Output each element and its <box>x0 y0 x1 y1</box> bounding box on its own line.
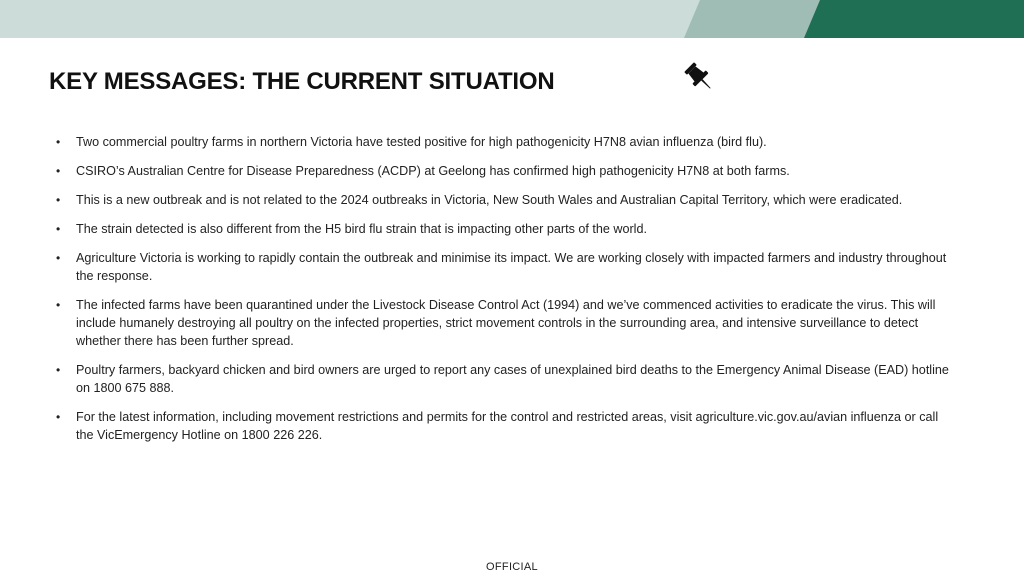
bullet-dot-icon: • <box>56 298 61 312</box>
list-item <box>56 191 956 209</box>
slide-title: KEY MESSAGES: THE CURRENT SITUATION <box>49 68 555 95</box>
bullet-text: For the latest information, including movement restrictions and permits for the control and restricted areas, visit agriculture.vic.gov.au/avian influenza or call the VicEmergency Hotline on 1800 226 226. <box>76 410 939 442</box>
bullet-text: Agriculture Victoria is working to rapidly contain the outbreak and minimise its impact. We are working closely with impacted farmers and industry throughout the response. <box>76 251 947 283</box>
list-item <box>56 220 956 238</box>
bullet-text: Poultry farmers, backyard chicken and bird owners are urged to report any cases of unexplained bird deaths to the Emergency Animal Disease (EAD) hotline on 1800 675 888. <box>76 363 949 395</box>
list-item <box>56 162 956 180</box>
bullet-text: The strain detected is also different from the H5 bird flu strain that is impacting other parts of the world. <box>76 222 647 236</box>
bullet-dot-icon: • <box>56 251 61 265</box>
header-band-dark <box>804 0 1024 38</box>
list-item <box>56 133 956 151</box>
header-band-graphic <box>0 0 1024 38</box>
bullet-dot-icon: • <box>56 222 61 236</box>
bullet-dot-icon: • <box>56 164 61 178</box>
bullet-dot-icon: • <box>56 410 61 424</box>
bullet-text: CSIRO’s Australian Centre for Disease Preparedness (ACDP) at Geelong has confirmed high pathogenicity H7N8 at both farms. <box>76 164 790 178</box>
bullet-dot-icon: • <box>56 135 61 149</box>
list-item <box>56 296 956 350</box>
bullet-text: This is a new outbreak and is not related to the 2024 outbreaks in Victoria, New South Wales and Australian Capital Territory, which were eradicated. <box>76 193 903 207</box>
list-item <box>56 249 956 285</box>
key-messages-list <box>56 133 956 455</box>
bullet-text: The infected farms have been quarantined under the Livestock Disease Control Act (1994) and we’ve commenced activities to eradicate the virus. This will include humanely destroying all poultry on the infected properties, strict movement controls in the surrounding area, and intensive surveillance to detect whether there has been further spread. <box>76 298 936 348</box>
bullet-dot-icon: • <box>56 363 61 377</box>
bullet-text: Two commercial poultry farms in northern Victoria have tested positive for high pathogenicity H7N8 avian influenza (bird flu). <box>76 135 767 149</box>
pushpin-icon <box>682 60 716 94</box>
header-band <box>0 0 1024 38</box>
list-item <box>56 361 956 397</box>
list-item <box>56 408 956 444</box>
footer-classification: OFFICIAL <box>486 561 538 573</box>
bullet-dot-icon: • <box>56 193 61 207</box>
